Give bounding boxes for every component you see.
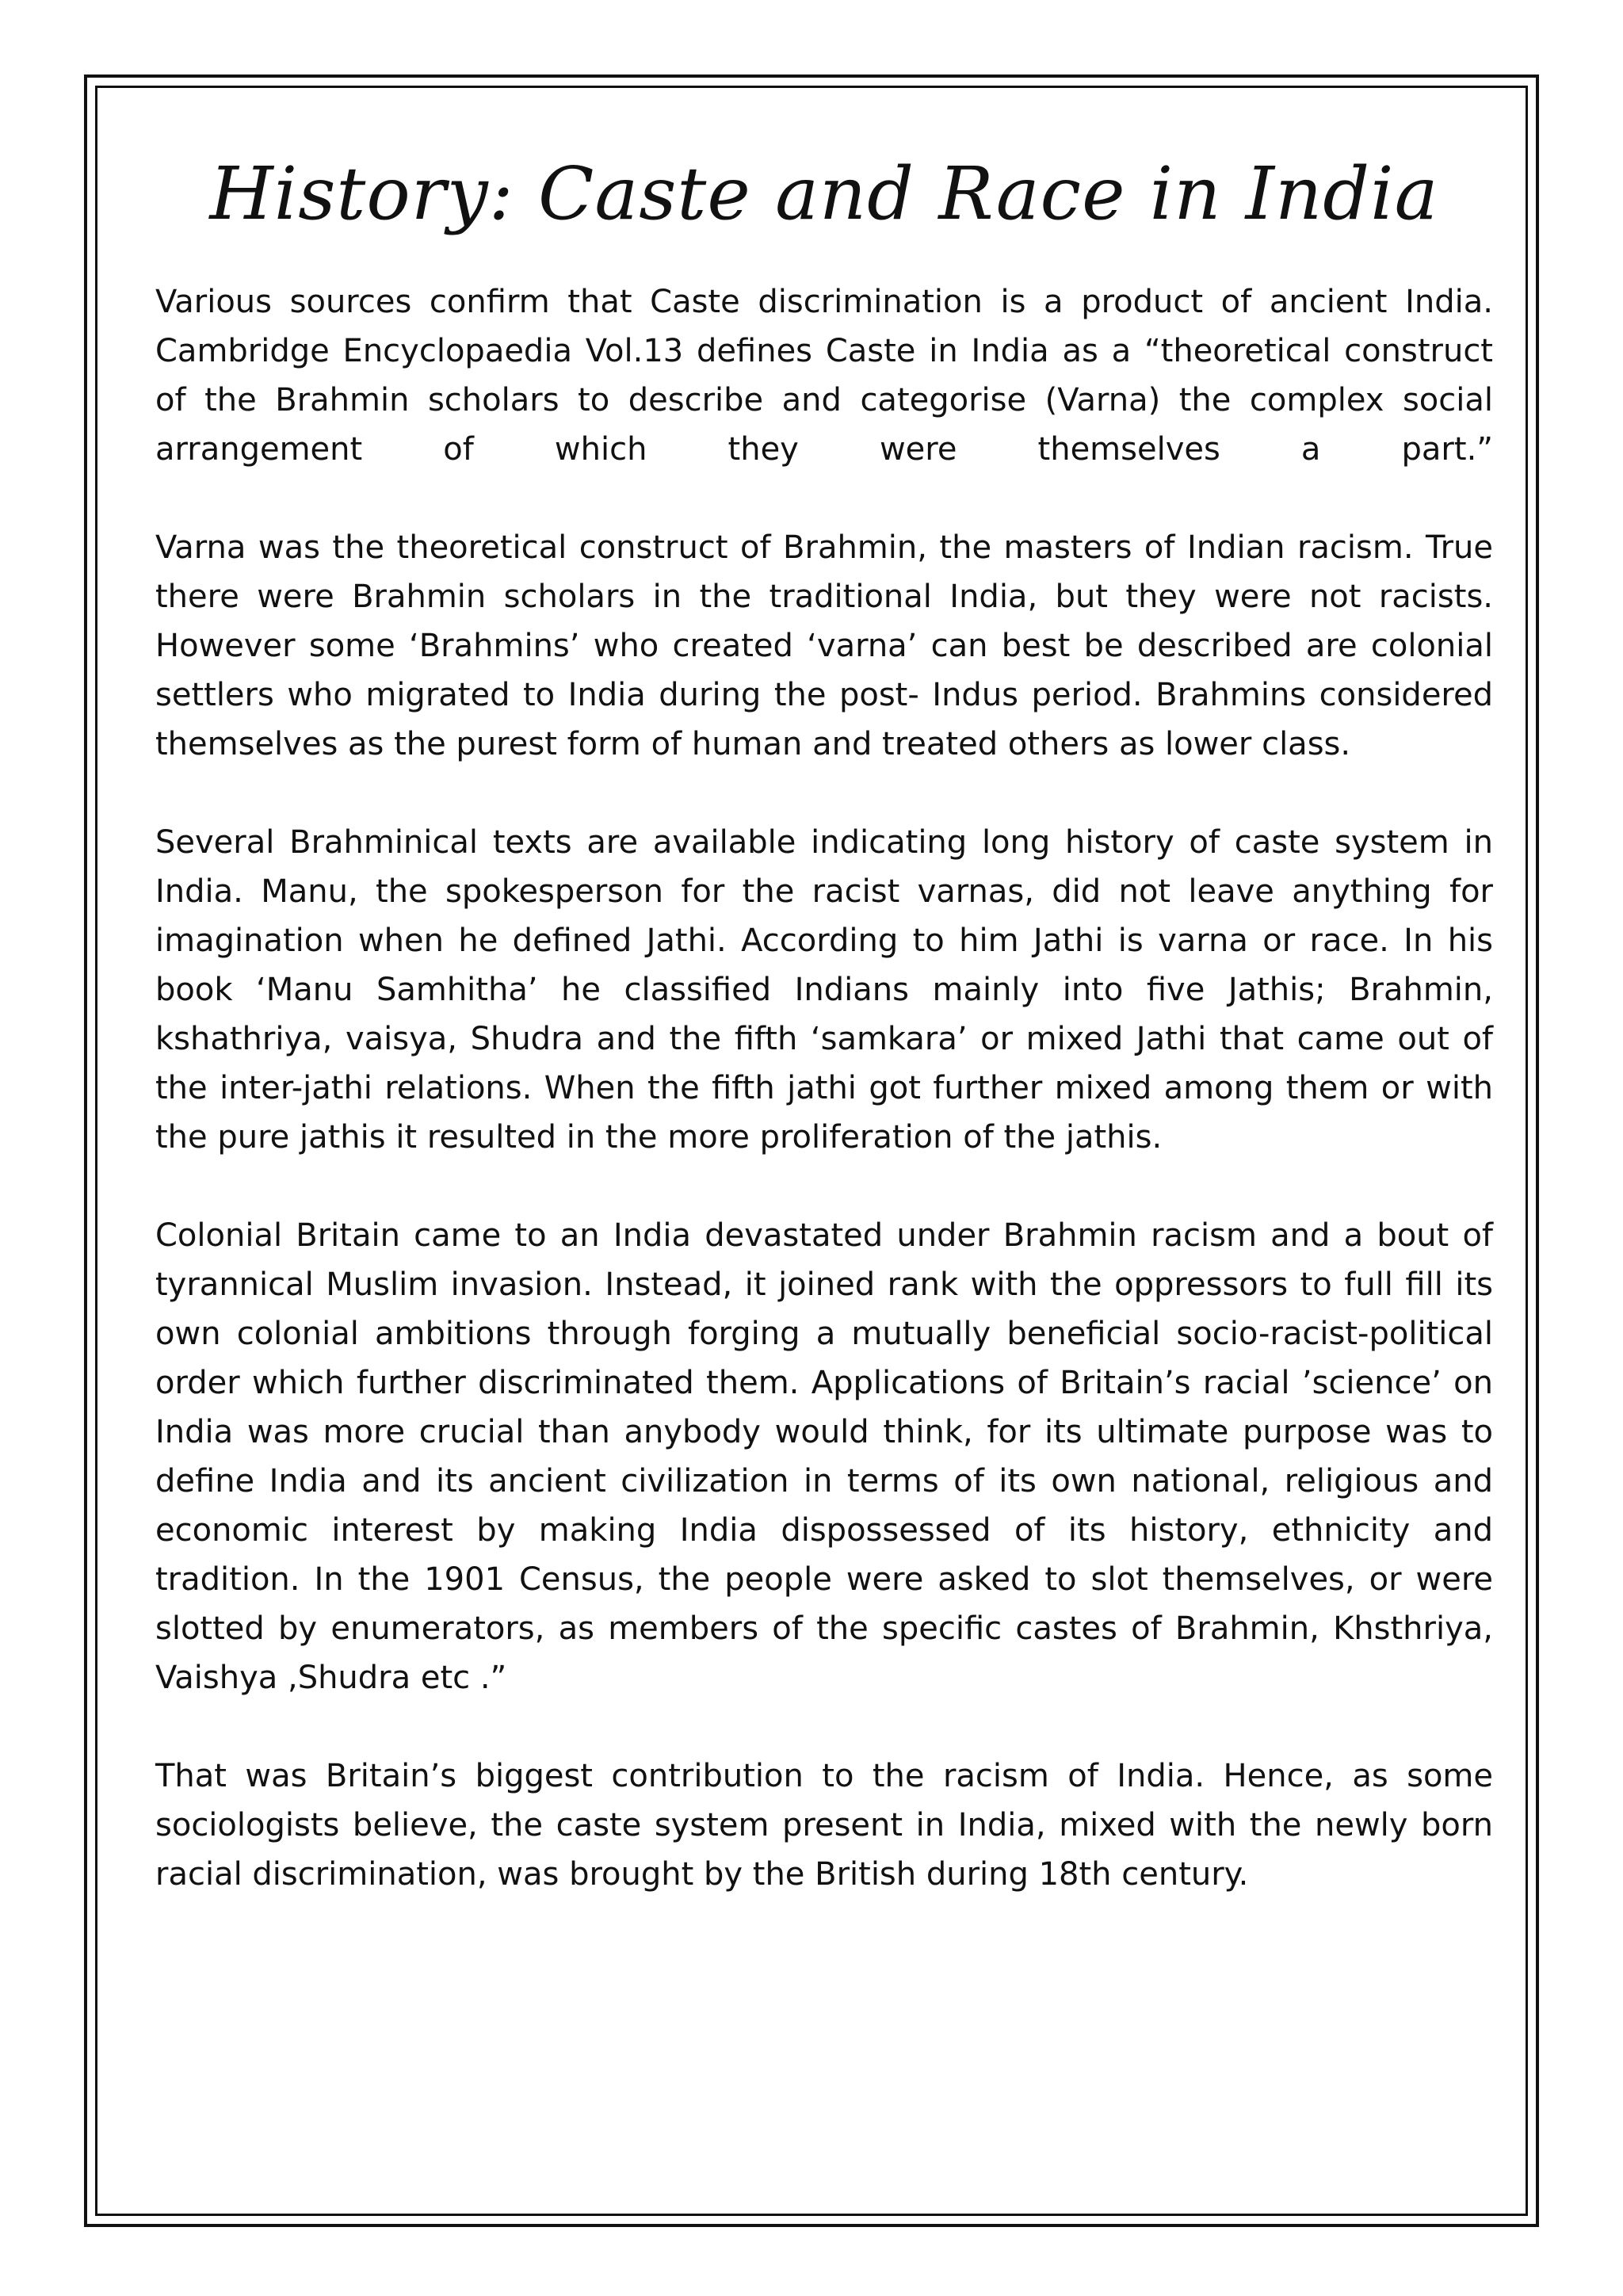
paragraph-caste-origins: Various sources confirm that Caste discrimination is a product of ancient India. Cambridge Encyclopaedia Vol.13 defines Caste in India as a “theoretical construct of the Brahmin scholars to describe and categorise (Varna) the complex social arrangement of which they were themselves a part.”: [155, 284, 1493, 468]
paragraph-colonial-britain: Colonial Britain came to an India devastated under Brahmin racism and a bout of tyrannical Muslim invasion. Instead, it joined rank with the oppressors to full fill its own colonial ambitions through forging a mutually beneficial socio-racist-political order which further discriminated them. Applications of Britain’s racial ’science’ on India was more crucial than anybody would think, for its ultimate purpose was to define India and its ancient civilization in terms of its own national, religious and economic interest by making India dispossessed of its history, ethnicity and tradition. In the 1901 Census, the people were asked to slot themselves, or were slotted by enumerators, as members of the specific castes of Brahmin, Khsthriya, Vaishya ,Shudra etc .”: [155, 1217, 1493, 1696]
paragraph-britain-contribution: That was Britain’s biggest contribution to the racism of India. Hence, as some sociologists believe, the caste system present in India, mixed with the newly born racial discrimination, was brought by the British during 18th century.: [155, 1758, 1493, 1893]
body-text: [155, 277, 1493, 1899]
page-title: History: Caste and Race in India: [209, 151, 1439, 236]
paragraph-varna-construct: Varna was the theoretical construct of Brahmin, the masters of Indian racism. True there were Brahmin scholars in the traditional India, but they were not racists. However some ‘Brahmins’ who created ‘varna’ can best be described are colonial settlers who migrated to India during the post- Indus period. Brahmins considered themselves as the purest form of human and treated others as lower class.: [155, 529, 1493, 762]
document-content: [155, 127, 1493, 1948]
paragraph-brahminical-texts: Several Brahminical texts are available indicating long history of caste system in India. Manu, the spokesperson for the racist varnas, did not leave anything for imagination when he defined Jathi. According to him Jathi is varna or race. In his book ‘Manu Samhitha’ he classified Indians mainly into five Jathis; Brahmin, kshathriya, vaisya, Shudra and the fifth ‘samkara’ or mixed Jathi that came out of the inter-jathi relations. When the fifth jathi got further mixed among them or with the pure jathis it resulted in the more proliferation of the jathis.: [155, 824, 1493, 1156]
